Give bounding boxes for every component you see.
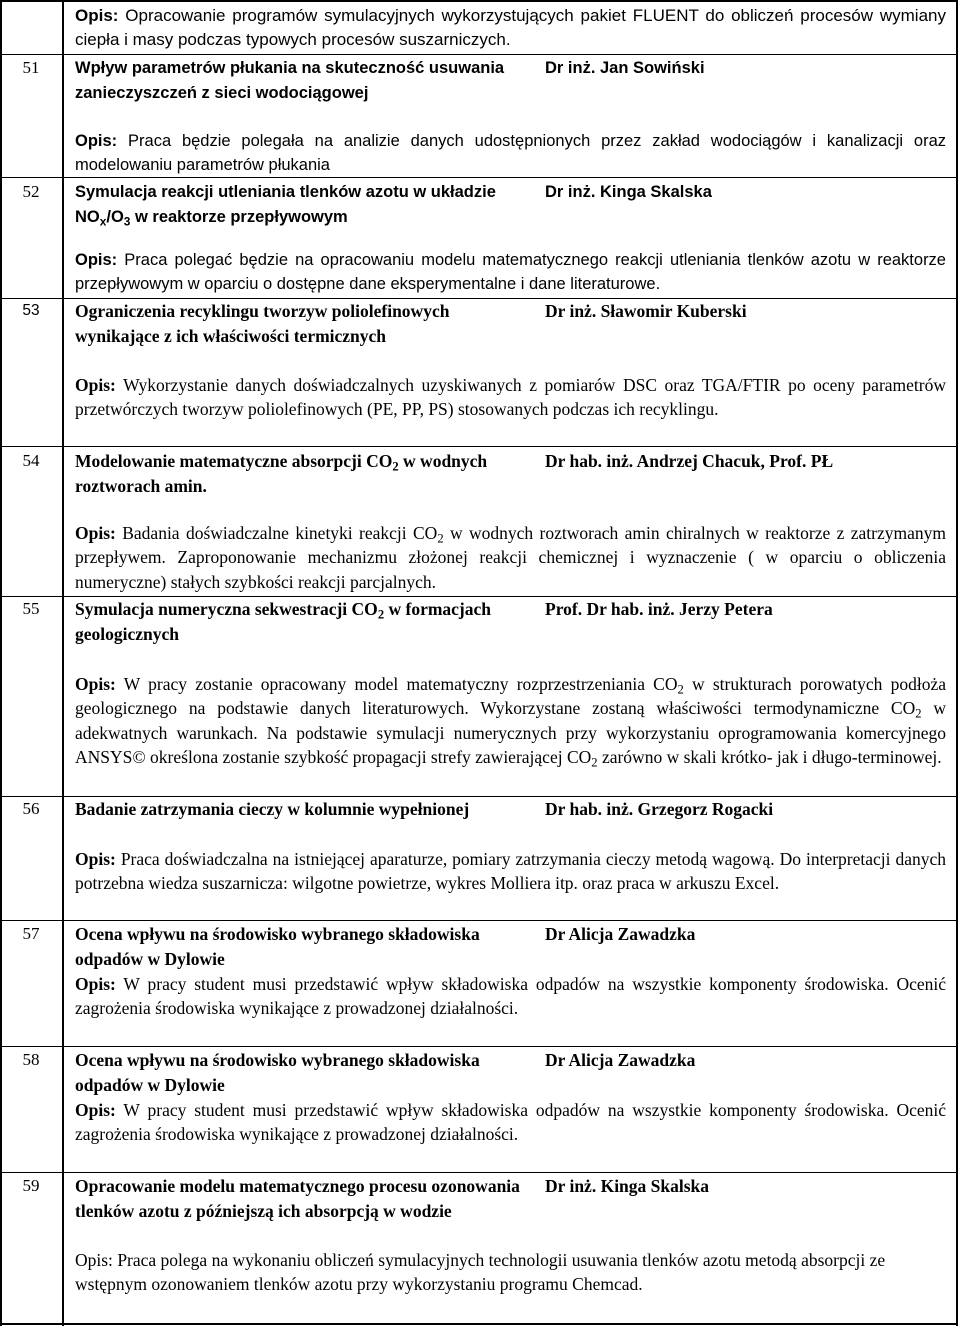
topic-supervisor: Prof. Dr hab. inż. Jerzy Petera — [545, 599, 773, 619]
topic-description — [75, 4, 946, 53]
topic-title: Badanie zatrzymania cieczy w kolumnie wypełnionej — [75, 799, 470, 819]
table-bottom-border — [0, 1323, 958, 1325]
description-label: Opis: — [75, 849, 116, 869]
topic-supervisor: Dr inż. Jan Sowiński — [545, 59, 705, 77]
topic-number: 54 — [22, 451, 40, 470]
topic-number: 58 — [22, 1050, 40, 1069]
description-text: Praca będzie polegała na analizie danych udostępnionych przez zakład wodociągów i kanalizacji oraz modelowaniu parametrów płukania — [75, 132, 946, 175]
topic-description — [75, 972, 946, 1021]
description-text: W pracy student musi przedstawić wpływ składowiska odpadów na wszystkie komponenty środowiska. Ocenić zagrożenia środowiska wynikające z prowadzonej działalności. — [75, 974, 947, 1019]
description-text: Opracowanie programów symulacyjnych wykorzystujących pakiet FLUENT do obliczeń procesów wymiany ciepła i masy podczas typowych procesów suszarniczych. — [75, 6, 946, 50]
topic-title: Ocena wpływu na środowisko wybranego składowiska odpadów w Dylowie — [75, 1050, 480, 1095]
description-text: Praca polega na wykonaniu obliczeń symulacyjnych technologii usuwania tlenków azotu metodą absorpcji ze wstępnym ozonowaniem tlenków azotu przy wykorzystaniu programu Chemcad. — [75, 1250, 886, 1295]
topic-title: Symulacja numeryczna sekwestracji $CO_2$ w formacjach geologicznych — [75, 599, 492, 644]
topic-number: 59 — [22, 1176, 40, 1195]
description-label: Opis: — [75, 974, 116, 994]
topic-number: 53 — [22, 302, 40, 319]
topic-number: 52 — [22, 182, 40, 201]
topic-description — [75, 1248, 946, 1297]
topic-number: 55 — [22, 599, 40, 618]
topic-supervisor: Dr Alicja Zawadzka — [545, 1050, 696, 1070]
topic-number: 57 — [22, 924, 40, 943]
topic-description — [75, 373, 946, 422]
description-label: Opis: — [75, 523, 116, 543]
row-divider — [0, 54, 958, 55]
topic-title: Ograniczenia recyklingu tworzyw poliolefinowych wynikające z ich właściwości termicznych — [75, 301, 450, 346]
description-label: Opis: — [75, 1100, 116, 1120]
row-divider — [0, 920, 958, 921]
row-divider — [0, 1046, 958, 1047]
description-label: Opis: — [75, 674, 116, 694]
description-text: Wykorzystanie danych doświadczalnych uzyskiwanych z pomiarów DSC oraz TGA/FTIR po oceny parametrów przetwórczych tworzyw poliolefinowych (PE, PP, PS) stosowanych podczas ich recyklingu. — [75, 375, 946, 420]
topic-description — [75, 129, 946, 178]
topic-number: 51 — [22, 58, 40, 77]
table-top-border — [0, 0, 958, 2]
topic-supervisor: Dr Alicja Zawadzka — [545, 924, 696, 944]
topic-description: Opis: Badania doświadczalne kinetyki reakcji $CO_2$ w wodnych roztworach amin chiralnych w reaktorze z zatrzymanym przepływem. Zaproponowanie mechanizmu złożonej reakcji chemicznej i wyznaczenie ( w oparciu o obliczenia numeryczne) stałych szybkości reakcji parcjalnych. — [75, 523, 947, 592]
topic-supervisor: Dr inż. Kinga Skalska — [545, 183, 712, 201]
description-label: Opis: — [75, 132, 118, 150]
row-divider — [0, 1172, 958, 1173]
topic-title: Modelowanie matematyczne absorpcji $CO_2$ w wodnych roztworach amin. — [75, 451, 488, 496]
description-label: Opis: — [75, 375, 116, 395]
table-column-divider — [62, 0, 64, 1326]
description-label: Opis: — [75, 1250, 113, 1270]
topic-title: Symulacja reakcji utleniania tlenków azotu w układzie $NO_x/O_3$ w reaktorze przepływowym — [75, 183, 496, 228]
description-text: Praca doświadczalna na istniejącej aparaturze, pomiary zatrzymania cieczy metodą wagową. Do interpretacji danych potrzebna wiedza suszarnicza: wilgotne powietrze, wykres Molliera itp. oraz praca w arkuszu Excel. — [75, 849, 947, 894]
topic-title: Opracowanie modelu matematycznego procesu ozonowania tlenków azotu z późniejszą ich absorpcją w wodzie — [75, 1176, 520, 1221]
description-label: Opis: — [75, 6, 119, 25]
description-text: Praca polegać będzie na opracowaniu modelu matematycznego reakcji utleniania tlenków azotu w reaktorze przepływowym w oparciu o dostępne dane eksperymentalne i dane literaturowe. — [75, 251, 946, 294]
topic-supervisor: Dr inż. Kinga Skalska — [545, 1176, 710, 1196]
topic-description — [75, 1098, 946, 1147]
topic-description: Opis: W pracy zostanie opracowany model matematyczny rozprzestrzeniania $CO_2$ w strukturach porowatych podłoża geologicznego na podstawie danych literaturowych. Wykorzystane zostaną właściwości termodynamiczne $CO_2$ w adekwatnych warunkach. Na podstawie symulacji numerycznych przy wykorzystaniu oprogramowania komercyjnego ANSYS© określona zostanie szybkość propagacji strefy zawierającej $CO_2$ zarówno w skali krótko- jak i długo-terminowej. — [75, 674, 947, 770]
description-text: W pracy student musi przedstawić wpływ składowiska odpadów na wszystkie komponenty środowiska. Ocenić zagrożenia środowiska wynikające z prowadzonej działalności. — [75, 1100, 947, 1145]
topic-title: Wpływ parametrów płukania na skuteczność usuwania zanieczyszczeń z sieci wodociągowej — [75, 59, 505, 102]
description-label: Opis: — [75, 251, 118, 269]
topic-title: Ocena wpływu na środowisko wybranego składowiska odpadów w Dylowie — [75, 924, 480, 969]
topic-description — [75, 847, 946, 896]
table-right-border — [956, 0, 958, 1326]
topic-supervisor: Dr hab. inż. Grzegorz Rogacki — [545, 799, 774, 819]
topic-supervisor: Dr inż. Sławomir Kuberski — [545, 301, 747, 321]
topic-supervisor: Dr hab. inż. Andrzej Chacuk, Prof. PŁ — [545, 451, 834, 471]
topic-description — [75, 248, 946, 297]
row-divider — [0, 446, 958, 447]
topic-number: 56 — [22, 799, 40, 818]
